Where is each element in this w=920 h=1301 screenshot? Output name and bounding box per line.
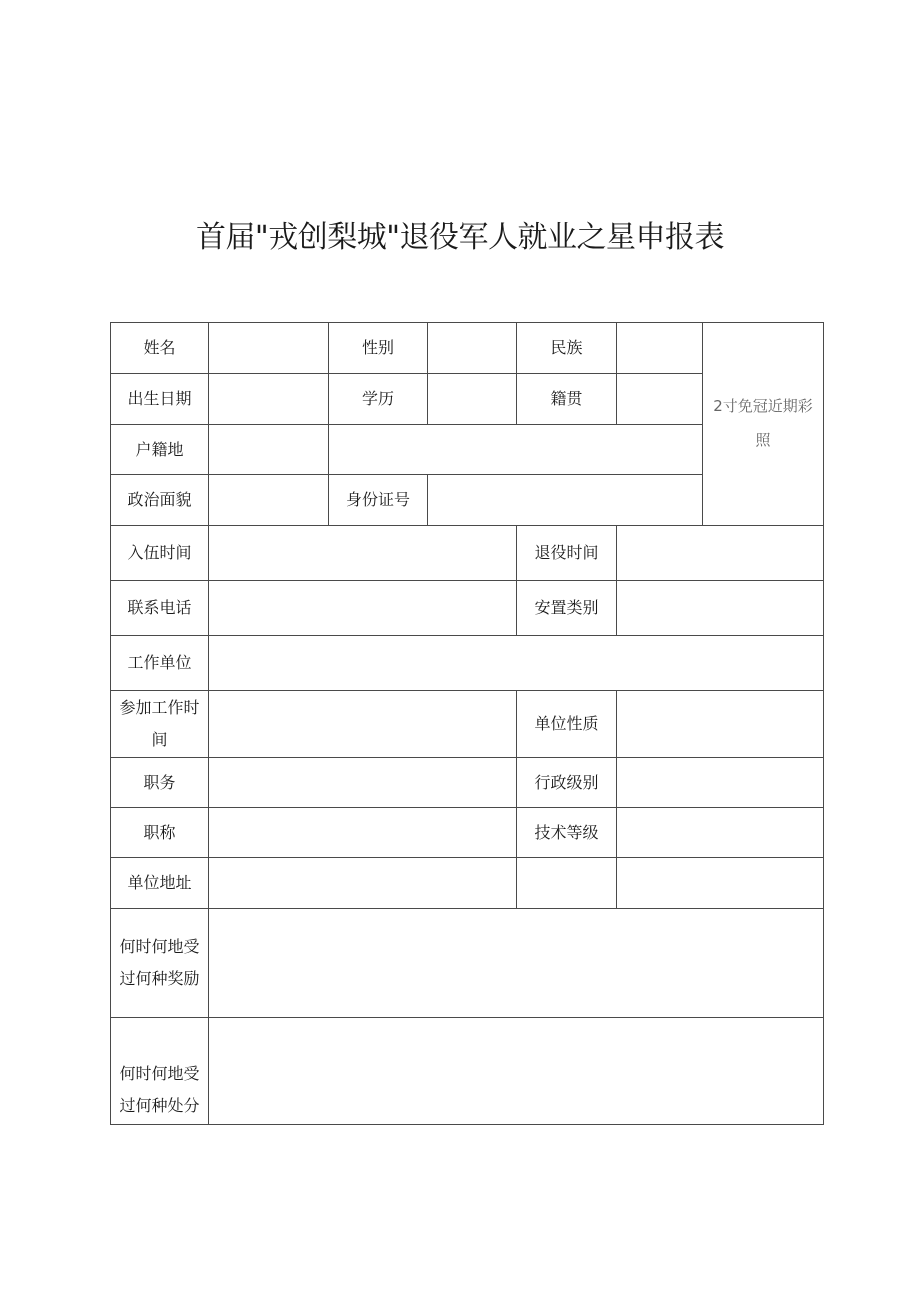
label-ethnicity: 民族 — [550, 338, 583, 357]
address-extra-value-cell[interactable] — [617, 858, 823, 908]
ethnicity-field[interactable] — [617, 323, 702, 373]
label-professional-title: 职称 — [143, 822, 176, 842]
native-place-field[interactable] — [617, 374, 702, 424]
education-field[interactable] — [428, 374, 516, 424]
label-education: 学历 — [361, 389, 394, 408]
label-work-start-time: 参加工作时间 — [119, 698, 200, 749]
phone-field[interactable] — [209, 581, 516, 635]
household-registration-field[interactable] — [209, 425, 702, 474]
professional-title-field[interactable] — [209, 808, 516, 857]
address-extra-label-cell[interactable] — [517, 858, 616, 908]
employer-type-field[interactable] — [617, 691, 823, 757]
label-employer-type: 单位性质 — [534, 714, 599, 733]
technical-grade-field[interactable] — [617, 808, 823, 857]
label-enlistment-time: 入伍时间 — [127, 543, 192, 562]
label-id-number: 身份证号 — [345, 490, 410, 509]
admin-level-field[interactable] — [617, 758, 823, 807]
employer-field[interactable] — [209, 636, 823, 690]
employer-address-field[interactable] — [209, 858, 516, 908]
label-discharge-time: 退役时间 — [534, 543, 599, 562]
label-name: 姓名 — [143, 338, 176, 357]
birth-date-field[interactable] — [209, 374, 328, 424]
label-gender: 性别 — [361, 338, 394, 357]
placement-type-field[interactable] — [617, 581, 823, 635]
position-field[interactable] — [209, 758, 516, 807]
label-admin-level: 行政级别 — [534, 772, 599, 792]
form-title: 首届"戎创梨城"退役军人就业之星申报表 — [195, 220, 725, 255]
label-awards: 何时何地受过何种奖励 — [119, 937, 200, 988]
photo-placeholder: 2寸免冠近期彩照 — [713, 397, 813, 449]
label-technical-grade: 技术等级 — [534, 822, 599, 842]
label-phone: 联系电话 — [127, 598, 192, 617]
awards-field[interactable] — [209, 909, 823, 1017]
political-status-field[interactable] — [209, 475, 328, 525]
work-start-time-field[interactable] — [209, 691, 516, 757]
label-political-status: 政治面貌 — [127, 490, 192, 509]
label-employer: 工作单位 — [127, 653, 192, 672]
name-field[interactable] — [209, 323, 328, 373]
label-placement-type: 安置类别 — [534, 598, 599, 617]
enlistment-time-field[interactable] — [209, 526, 516, 580]
punishments-field[interactable] — [209, 1018, 823, 1124]
label-employer-address: 单位地址 — [127, 873, 192, 892]
label-birth-date: 出生日期 — [127, 389, 192, 408]
label-household-registration: 户籍地 — [135, 439, 184, 459]
discharge-time-field[interactable] — [617, 526, 823, 580]
id-number-field[interactable] — [428, 475, 702, 525]
label-position: 职务 — [143, 772, 176, 792]
label-punishments: 何时何地受过何种处分 — [119, 1064, 200, 1115]
label-native-place: 籍贯 — [550, 389, 583, 408]
gender-field[interactable] — [428, 323, 516, 373]
